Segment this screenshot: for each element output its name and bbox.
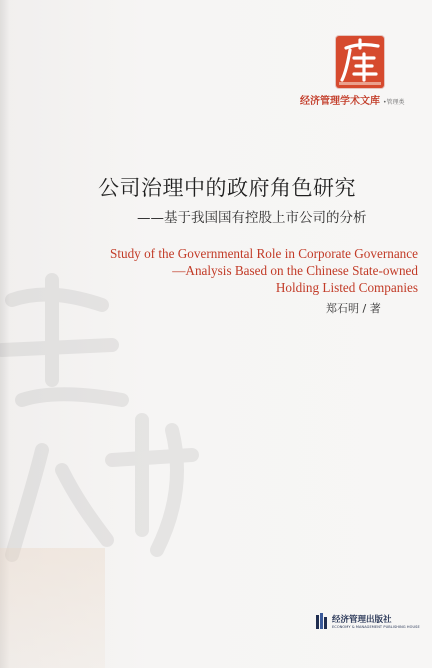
english-title: [48, 245, 418, 296]
english-title-line: Study of the Governmental Role in Corporate Governance: [110, 246, 418, 261]
decorative-block: [0, 548, 105, 668]
author: 郑石明 / 著: [326, 302, 381, 315]
publisher-name: 经济管理出版社: [332, 615, 392, 625]
book-subtitle: ——基于我国国有控股上市公司的分析: [137, 210, 367, 226]
english-title-line: —Analysis Based on the Chinese State-owned: [172, 263, 418, 278]
english-title-line: Holding Listed Companies: [275, 280, 418, 295]
book-title: 公司治理中的政府角色研究: [98, 176, 356, 200]
publisher-name-en: ECONOMY & MANAGEMENT PUBLISHING HOUSE: [332, 625, 420, 629]
publisher: [316, 612, 420, 636]
ku-seal-icon: [336, 36, 384, 88]
series-tag: 管理类: [386, 99, 405, 106]
series-name: 经济管理学术文库 •管理类: [300, 96, 405, 107]
calligraphy-watermark-icon: [0, 270, 212, 570]
publisher-logo-icon: [316, 613, 328, 631]
series-title: 经济管理学术文库: [300, 96, 380, 107]
